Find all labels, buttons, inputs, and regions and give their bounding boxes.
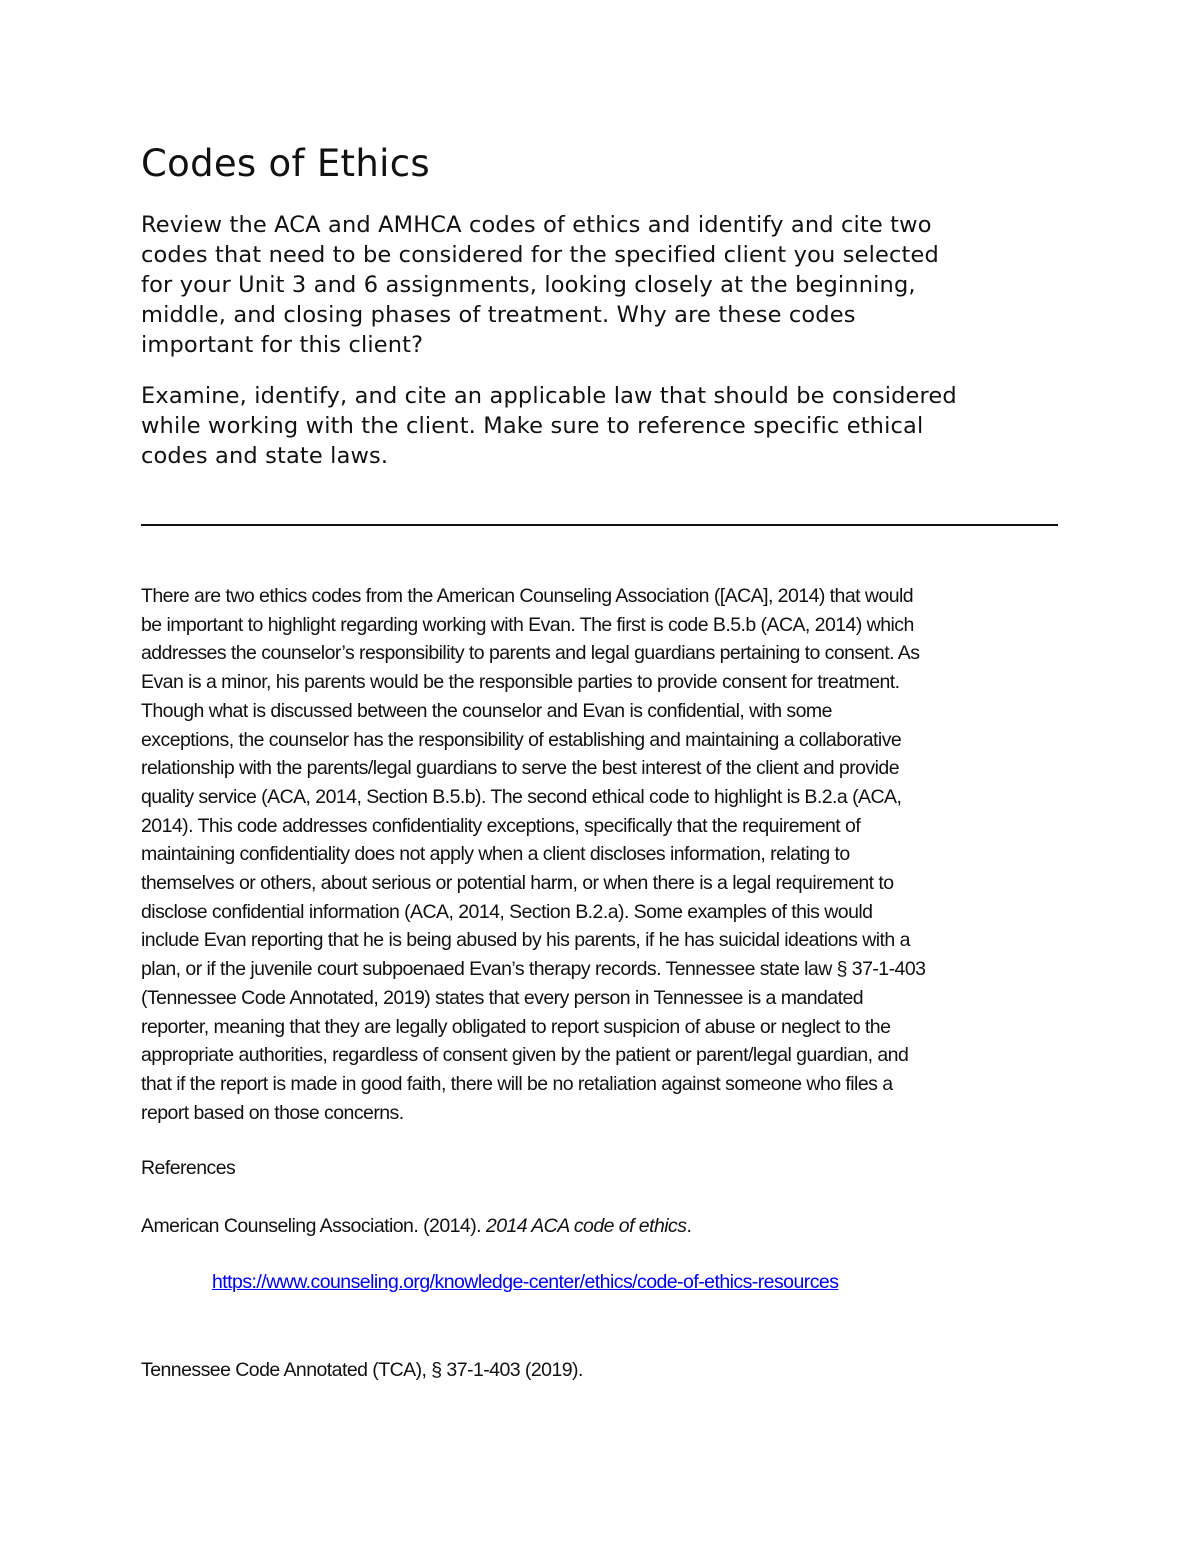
references-heading: References (141, 1157, 236, 1179)
prompt-line: important for this client? (141, 332, 424, 358)
prompt-line: codes that need to be considered for the specified client you selected (141, 242, 939, 268)
response-line: 2014). This code addresses confidentiality exceptions, specifically that the requirement of (141, 814, 861, 837)
response-line: that if the report is made in good faith, there will be no retaliation against someone who files a (141, 1072, 893, 1095)
prompt-line: Examine, identify, and cite an applicable law that should be considered (141, 383, 957, 409)
prompt-line: codes and state laws. (141, 443, 389, 469)
response-line: maintaining confidentiality does not apply when a client discloses information, relating to (141, 843, 850, 866)
prompt-paragraph-2 (141, 381, 957, 471)
response-line: reporter, meaning that they are legally obligated to report suspicion of abuse or neglect to the (141, 1015, 891, 1038)
response-line: relationship with the parents/legal guardians to serve the best interest of the client and provide (141, 757, 900, 780)
reference-aca-link[interactable]: https://www.counseling.org/knowledge-center/ethics/code-of-ethics-resources (212, 1271, 839, 1293)
prompt-paragraph-1 (141, 210, 939, 360)
response-line: report based on those concerns. (141, 1101, 404, 1124)
reference-aca-author: American Counseling Association. (2014). (141, 1215, 486, 1237)
prompt-line: Review the ACA and AMHCA codes of ethics and identify and cite two (141, 212, 932, 238)
prompt-line: while working with the client. Make sure to reference specific ethical (141, 413, 924, 439)
response-line: Though what is discussed between the counselor and Evan is confidential, with some (141, 699, 832, 722)
reference-tca: Tennessee Code Annotated (TCA), § 37-1-403 (2019). (141, 1359, 583, 1381)
reference-aca (141, 1215, 691, 1238)
reference-aca-end: . (686, 1215, 692, 1237)
response-line: include Evan reporting that he is being abused by his parents, if he has suicidal ideations with a (141, 929, 910, 952)
prompt-line: middle, and closing phases of treatment. Why are these codes (141, 302, 856, 328)
response-line: themselves or others, about serious or potential harm, or when there is a legal requirement to (141, 872, 894, 895)
response-line: (Tennessee Code Annotated, 2019) states that every person in Tennessee is a mandated (141, 986, 864, 1009)
response-line: addresses the counselor’s responsibility to parents and legal guardians pertaining to consent. As (141, 642, 920, 665)
response-line: plan, or if the juvenile court subpoenaed Evan’s therapy records. Tennessee state law § 37-1-403 (141, 958, 926, 981)
reference-aca-title: 2014 ACA code of ethics (485, 1215, 687, 1237)
response-line: quality service (ACA, 2014, Section B.5.b). The second ethical code to highlight is B.2.a (ACA, (141, 785, 902, 808)
response-line: disclose confidential information (ACA, 2014, Section B.2.a). Some examples of this would (141, 900, 873, 923)
page-title: Codes of Ethics (141, 142, 430, 185)
prompt-line: for your Unit 3 and 6 assignments, looking closely at the beginning, (141, 272, 916, 298)
response-line: appropriate authorities, regardless of consent given by the patient or parent/legal guardian, and (141, 1044, 909, 1067)
response-line: exceptions, the counselor has the responsibility of establishing and maintaining a collaborative (141, 728, 902, 751)
horizontal-divider (141, 524, 1058, 526)
response-paragraph (141, 582, 925, 1127)
response-line: Evan is a minor, his parents would be the responsible parties to provide consent for treatment. (141, 671, 900, 694)
response-line: be important to highlight regarding working with Evan. The first is code B.5.b (ACA, 2014) which (141, 613, 914, 636)
response-line: There are two ethics codes from the American Counseling Association ([ACA], 2014) that would (141, 585, 914, 607)
